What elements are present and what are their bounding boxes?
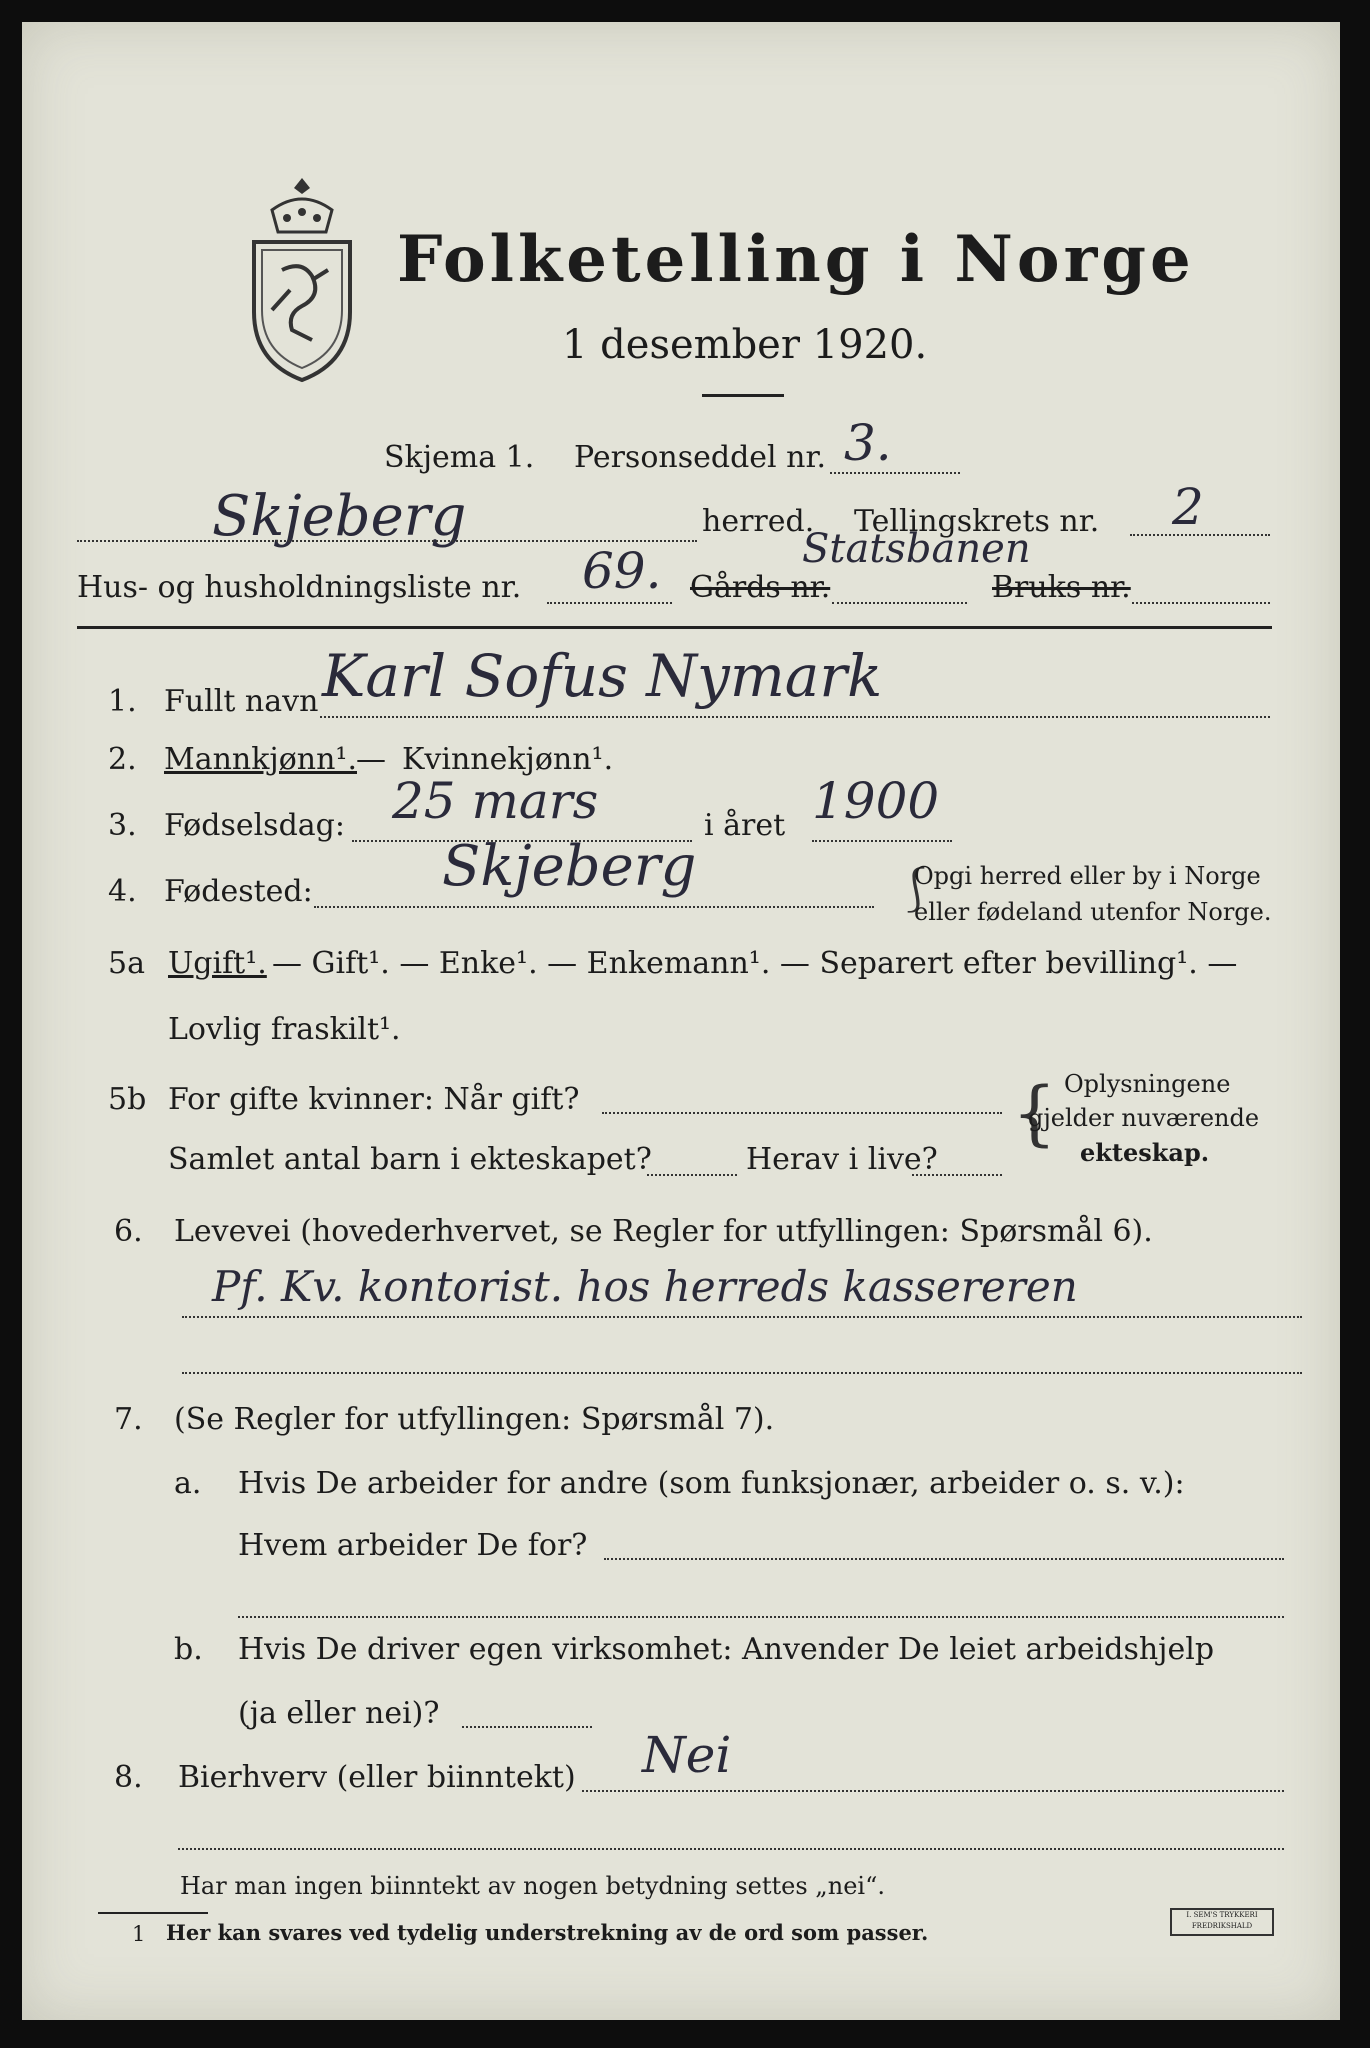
q7b-letter: b. bbox=[174, 1632, 203, 1667]
q3-year-label: i året bbox=[704, 808, 786, 843]
q7a-letter: a. bbox=[174, 1466, 202, 1501]
q1-value: Karl Sofus Nymark bbox=[322, 642, 883, 710]
q7-label: (Se Regler for utfyllingen: Spørsmål 7). bbox=[174, 1402, 775, 1437]
q3-value: 25 mars bbox=[392, 772, 599, 830]
q7b-line bbox=[462, 1726, 592, 1728]
census-form-page bbox=[22, 22, 1340, 2020]
printer-stamp: I. SEM'S TRYKKERI FREDRIKSHALD bbox=[1170, 1908, 1274, 1936]
q5b-line2-dots bbox=[647, 1174, 737, 1176]
q5b-line2b: Herav i live? bbox=[746, 1142, 938, 1177]
norwegian-coat-of-arms-icon bbox=[232, 170, 372, 385]
footnote-rule bbox=[98, 1912, 208, 1914]
personseddel-label: Personseddel nr. bbox=[574, 440, 827, 475]
q5b-brace: { bbox=[1012, 1072, 1057, 1154]
q1-line bbox=[320, 716, 1270, 718]
form-title: Folketelling i Norge bbox=[397, 222, 1195, 297]
q8-line1 bbox=[582, 1790, 1284, 1792]
q5b-note2: gjelder nuværende bbox=[1028, 1104, 1260, 1132]
q4-number: 4. bbox=[108, 874, 137, 909]
q4-brace: ⎰ bbox=[894, 865, 938, 916]
q6-value: Pf. Kv. kontorist. hos herreds kassereren bbox=[212, 1262, 1078, 1311]
footnote-text: Her kan svares ved tydelig understrekning av de ord som passer. bbox=[166, 1920, 929, 1945]
tellingskrets-value: 2 bbox=[1172, 478, 1204, 536]
q4-label: Fødested: bbox=[164, 874, 313, 909]
skjema-label: Skjema 1. bbox=[384, 440, 535, 475]
q5b-line2: Samlet antal barn i ekteskapet? bbox=[168, 1142, 652, 1177]
footnote-number: 1 bbox=[132, 1922, 146, 1946]
bruks-line bbox=[1132, 602, 1270, 604]
q6-label: Levevei (hovederhvervet, se Regler for utfyllingen: Spørsmål 6). bbox=[174, 1214, 1153, 1249]
q5b-line2b-dots bbox=[912, 1174, 1002, 1176]
q8-value: Nei bbox=[642, 1726, 732, 1784]
q4-note1: Opgi herred eller by i Norge bbox=[914, 862, 1261, 890]
footer-note: Har man ingen biinntekt av nogen betydning settes „nei“. bbox=[180, 1872, 885, 1900]
q7b-text: Hvis De driver egen virksomhet: Anvender De leiet arbeidshjelp bbox=[238, 1632, 1215, 1667]
gards-value: Statsbanen bbox=[802, 526, 1031, 572]
q3-year-line bbox=[812, 840, 952, 842]
title-divider bbox=[702, 394, 784, 397]
q7-number: 7. bbox=[114, 1402, 143, 1437]
q1-number: 1. bbox=[108, 684, 137, 719]
q2-number: 2. bbox=[108, 742, 137, 777]
q4-line bbox=[314, 906, 874, 908]
q6-line1 bbox=[182, 1316, 1302, 1318]
tellingskrets-line bbox=[1130, 534, 1270, 536]
bruks-label: Bruks nr. bbox=[992, 570, 1131, 605]
q5b-note3: ekteskap. bbox=[1080, 1138, 1210, 1167]
hus-line bbox=[547, 602, 672, 604]
q5a-number: 5a bbox=[108, 946, 145, 981]
gards-label: Gårds nr. bbox=[690, 570, 831, 605]
q8-line2 bbox=[178, 1848, 1284, 1850]
personseddel-line bbox=[830, 472, 960, 474]
q5b-line1-dots bbox=[602, 1112, 1002, 1114]
q7a-text: Hvis De arbeider for andre (som funksjonær, arbeider o. s. v.): bbox=[238, 1466, 1185, 1501]
herred-value: Skjeberg bbox=[212, 484, 467, 549]
q4-value: Skjeberg bbox=[442, 834, 697, 899]
q6-line2 bbox=[182, 1372, 1302, 1374]
q4-note2: eller fødeland utenfor Norge. bbox=[914, 898, 1272, 926]
q5b-line1: For gifte kvinner: Når gift? bbox=[168, 1082, 580, 1117]
q2-male: Mannkjønn¹. bbox=[164, 742, 357, 777]
tellingskrets-label: Tellingskrets nr. bbox=[854, 504, 1100, 539]
q6-number: 6. bbox=[114, 1214, 143, 1249]
q5a-options: — Gift¹. — Enke¹. — Enkemann¹. — Separert efter bevilling¹. — bbox=[272, 946, 1238, 981]
q2-female: Kvinnekjønn¹. bbox=[402, 742, 614, 777]
header-divider bbox=[77, 626, 1272, 629]
q7a-line2 bbox=[238, 1616, 1284, 1618]
hus-value: 69. bbox=[582, 542, 662, 600]
q8-label: Bierhverv (eller biinntekt) bbox=[178, 1760, 576, 1795]
hus-label: Hus- og husholdningsliste nr. bbox=[77, 570, 522, 605]
q1-label: Fullt navn bbox=[164, 684, 319, 719]
q3-year-value: 1900 bbox=[812, 772, 940, 830]
form-date: 1 desember 1920. bbox=[562, 322, 928, 368]
q7a-line1 bbox=[604, 1558, 1284, 1560]
q8-number: 8. bbox=[114, 1760, 143, 1795]
herred-label: herred. bbox=[702, 504, 815, 539]
q5a-line2: Lovlig fraskilt¹. bbox=[168, 1012, 401, 1047]
q7b-text2: (ja eller nei)? bbox=[238, 1696, 440, 1731]
q3-label: Fødselsdag: bbox=[164, 808, 345, 843]
q5b-number: 5b bbox=[108, 1082, 147, 1117]
q7a-text2: Hvem arbeider De for? bbox=[238, 1528, 588, 1563]
q5b-note1: Oplysningene bbox=[1064, 1070, 1231, 1098]
gards-line bbox=[832, 602, 967, 604]
q3-number: 3. bbox=[108, 808, 137, 843]
q5a-ugift: Ugift¹. bbox=[168, 946, 267, 981]
q2-sep: — bbox=[356, 742, 386, 777]
personseddel-value: 3. bbox=[844, 414, 892, 472]
